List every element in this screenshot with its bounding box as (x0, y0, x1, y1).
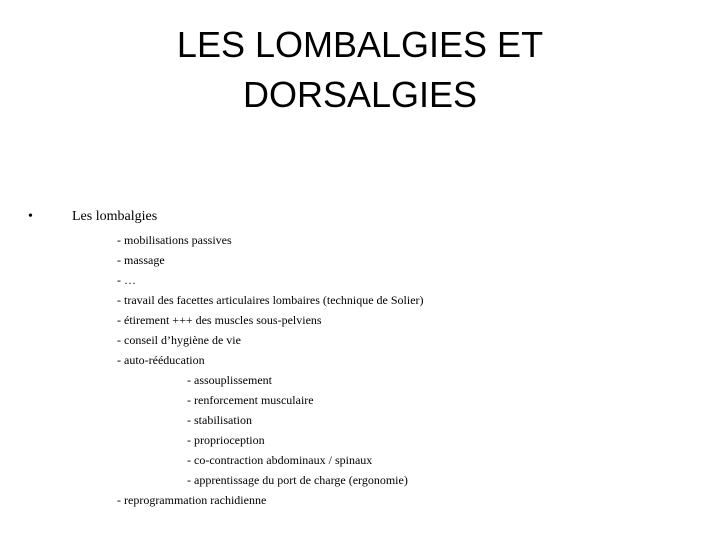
bullet-icon: • (28, 209, 33, 224)
title-line-1: LES LOMBALGIES ET (176, 24, 544, 65)
section-heading: Les lombalgies (72, 209, 158, 224)
sublist-item-stabilisation: - stabilisation (187, 413, 252, 427)
sublist-item-proprioception: - proprioception (187, 433, 265, 447)
slide-title (60, 20, 660, 120)
list-item-mobilisations: - mobilisations passives (117, 233, 232, 247)
sublist-item-co-contraction: - co-contraction abdominaux / spinaux (187, 453, 373, 467)
list-item-etirement: - étirement +++ des muscles sous-pelviens (117, 313, 322, 327)
list-item-conseil: - conseil d’hygiène de vie (117, 333, 241, 347)
sublist-item-assouplissement: - assouplissement (187, 373, 272, 387)
list-item-facettes: - travail des facettes articulaires lombaires (technique de Solier) (117, 293, 424, 307)
list-item-ellipsis: - … (117, 273, 136, 287)
sublist-item-port-de-charge: - apprentissage du port de charge (ergonomie) (187, 473, 408, 487)
title-line-2: DORSALGIES (242, 74, 478, 115)
list-item-auto-reeducation: - auto-rééducation (117, 353, 205, 367)
list-item-massage: - massage (117, 253, 165, 267)
sublist-item-renforcement: - renforcement musculaire (187, 393, 314, 407)
list-item-reprogrammation: - reprogrammation rachidienne (117, 493, 267, 507)
